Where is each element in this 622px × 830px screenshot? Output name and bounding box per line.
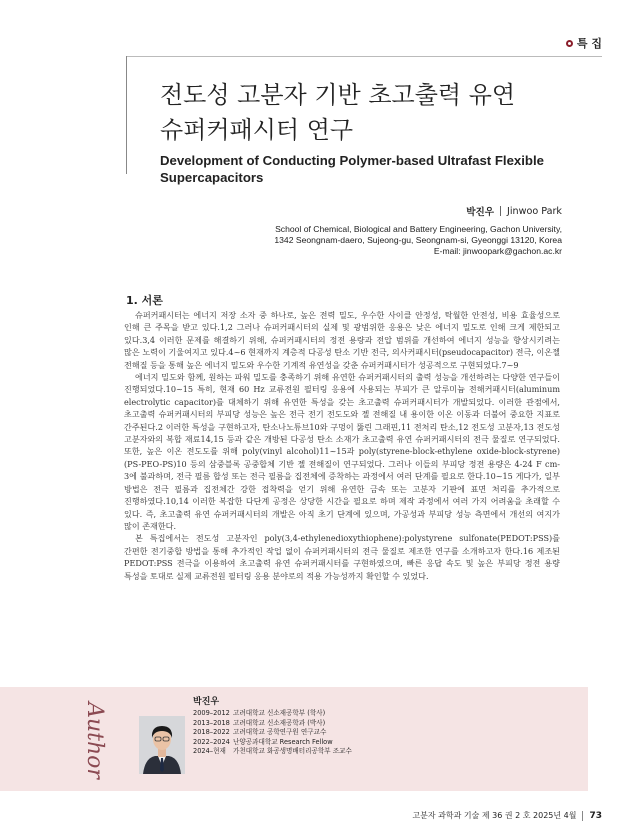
bio-row (193, 738, 352, 748)
affiliation (142, 224, 562, 257)
top-divider (126, 56, 602, 57)
affiliation-line-1: School of Chemical, Biological and Battery Engineering, Gachon University, (275, 224, 562, 234)
author-side-label-text: Author (81, 701, 107, 779)
korean-title-line-1: 전도성 고분자 기반 초고출력 유연 (160, 81, 516, 109)
section-tag-label: 특 집 (576, 37, 602, 50)
circle-bullet-icon (566, 40, 573, 47)
bio-years: 2018–2022 (193, 728, 230, 737)
author-separator (500, 206, 501, 216)
korean-title-line-2: 슈퍼커패시터 연구 (160, 116, 354, 144)
bio-desc: 난양공과대학교 Research Fellow (233, 737, 333, 746)
bio-desc: 고려대학교 신소재공학과 (박사) (233, 718, 326, 727)
bio-years: 2022–2024 (193, 737, 230, 746)
section-tag (566, 35, 602, 51)
bio-desc: 고려대학교 공학연구원 연구교수 (233, 728, 327, 737)
bio-name: 박진우 (193, 697, 220, 707)
bio-list (193, 709, 352, 757)
page-footer (412, 810, 602, 821)
body-text (124, 309, 560, 582)
bio-row (193, 719, 352, 729)
author-name-ko: 박진우 (466, 207, 495, 218)
english-title-line-2: Supercapacitors (160, 170, 264, 185)
section-heading: 1. 서론 (126, 294, 163, 307)
bio-desc: 고려대학교 신소재공학부 (학사) (233, 709, 326, 717)
english-title-line-1: Development of Conducting Polymer-based Ultrafast Flexible (160, 153, 544, 168)
author-name-en: Jinwoo Park (507, 205, 562, 217)
paragraph-3: 본 특집에서는 전도성 고분자인 poly(3,4-ethylenedioxythiophene):polystyrene sulfonate(PEDOT:PSS)를 간편한 전기중합 방법을 통해 추가적인 작업 없이 슈퍼커패시터의 전극 물질로 제조한 연구를 소개하고자 한다.16 제조된 PEDOT:PSS 전극을 이용하여 초고출력 유연 슈퍼커패시터를 구현하였으며, 빠른 응답 속도 및 높은 부피당 정전 용량 특성을 토대로 실제 교류전원 필터링 응용 분야로의 적용 가능성까지 확인할 수 있었다. (124, 533, 560, 581)
korean-title (160, 78, 600, 148)
bio-years: 2024–현재 (193, 747, 226, 756)
bio-desc: 가천대학교 화공생명배터리공학부 조교수 (233, 747, 352, 756)
bio-row (193, 747, 352, 757)
footer-separator (582, 811, 583, 821)
bio-years: 2009–2012 (193, 709, 230, 717)
author-photo-image (139, 716, 185, 774)
page-number: 73 (589, 810, 602, 821)
english-title (160, 152, 600, 186)
affiliation-email: E-mail: jinwoopark@gachon.ac.kr (433, 246, 562, 256)
affiliation-line-2: 1342 Seongnam-daero, Sujeong-gu, Seongnam-si, Gyeonggi 13120, Korea (274, 235, 562, 245)
paragraph-2: 에너지 밀도와 함께, 원하는 파워 밀도를 충족하기 위해 유연한 슈퍼커패시터의 출력 성능을 개선하려는 다양한 연구들이 진행되었다.10~15 특히, 현재 60 Hz 교류전원 필터링 응용에 사용되는 부피가 큰 알루미늄 전해커패시터(aluminum electrolytic capacitor)를 대체하기 위해 유연한 특성을 갖는 초고출력 슈퍼커패시터가 개발되었다. 이러한 관점에서, 초고출력 슈퍼커패시터의 부피당 성능은 높은 전극 전기 전도도와 젤 전해질 내 용이한 이온 이동과 더불어 중요한 지표로 간주된다.2 이러한 특성을 구현하고자, 탄소나노튜브10와 구멍이 뚫린 그래핀,11 전처리 탄소,12 전도성 고분자,13 전도성 고분자와의 복합 재료14,15 등과 같은 개방된 다공성 탄소 소재가 초고출력 유연 슈퍼커패시터의 전극 물질로 연구되었다. 또한, 높은 이온 전도도를 위해 poly(vinyl alcohol)11~15과 poly(styrene-block-ethylene oxide-block-styrene)(PS-PEO-PS)10 등의 삼중블록 공중합체 기반 젤 전해질이 연구되었다. 그러나 이들의 부피당 정전 용량은 4-24 F cm-3에 불과하며, 전극 필름 합성 또는 전극 필름을 집전체에 증착하는 과정에서 여러 단계를 필요로 한다.10~15 게다가, 일부 방법은 전극 필름과 집전체간 강한 접착력을 얻기 위해 유연한 금속 또는 고분자 기판에 표면 처리를 추가적으로 진행하였다.10,14 이러한 복잡한 다단계 공정은 상당한 시간을 필요로 하며 제작 과정에서 여러 가지 어려움을 초래할 수 있다. 즉, 초고출력 유연 슈퍼커패시터의 개발은 아직 초기 단계에 있으며, 가공성과 부피당 성능 측면에서 개선의 여지가 많이 존재한다. (124, 372, 560, 531)
journal-info: 고분자 과학과 기술 제 36 권 2 호 2025년 4월 (412, 811, 577, 820)
bio-row (193, 728, 352, 738)
paragraph-1: 슈퍼커패시터는 에너지 저장 소자 중 하나로, 높은 전력 밀도, 우수한 사이클 안정성, 탁월한 안전성, 비용 효율성으로 인해 큰 주목을 받고 있다.1,2 그러나 슈퍼커패시터의 실제 및 광범위한 응용은 낮은 에너지 밀도로 인해 크게 제한되고 있다.3,4 이러한 문제를 해결하기 위해, 슈퍼커패시터의 정전 용량과 전압 범위를 개선하여 에너지 성능을 향상시키려는 많은 노력이 기울여지고 있다.4~6 현재까지 계층적 다공성 탄소 기반 전극, 의사커패시터(pseudocapacitor) 전극, 이온젤 전해질 등을 통해 높은 에너지 밀도와 우수한 기계적 유연성을 갖춘 슈퍼커패시터가 성공적으로 구현되었다.7~9 (124, 310, 560, 370)
bio-row (193, 709, 352, 719)
author-photo (139, 716, 185, 774)
bio-years: 2013–2018 (193, 718, 230, 727)
author-line (466, 204, 562, 218)
title-bracket-line (126, 56, 127, 174)
author-side-label (81, 695, 107, 785)
